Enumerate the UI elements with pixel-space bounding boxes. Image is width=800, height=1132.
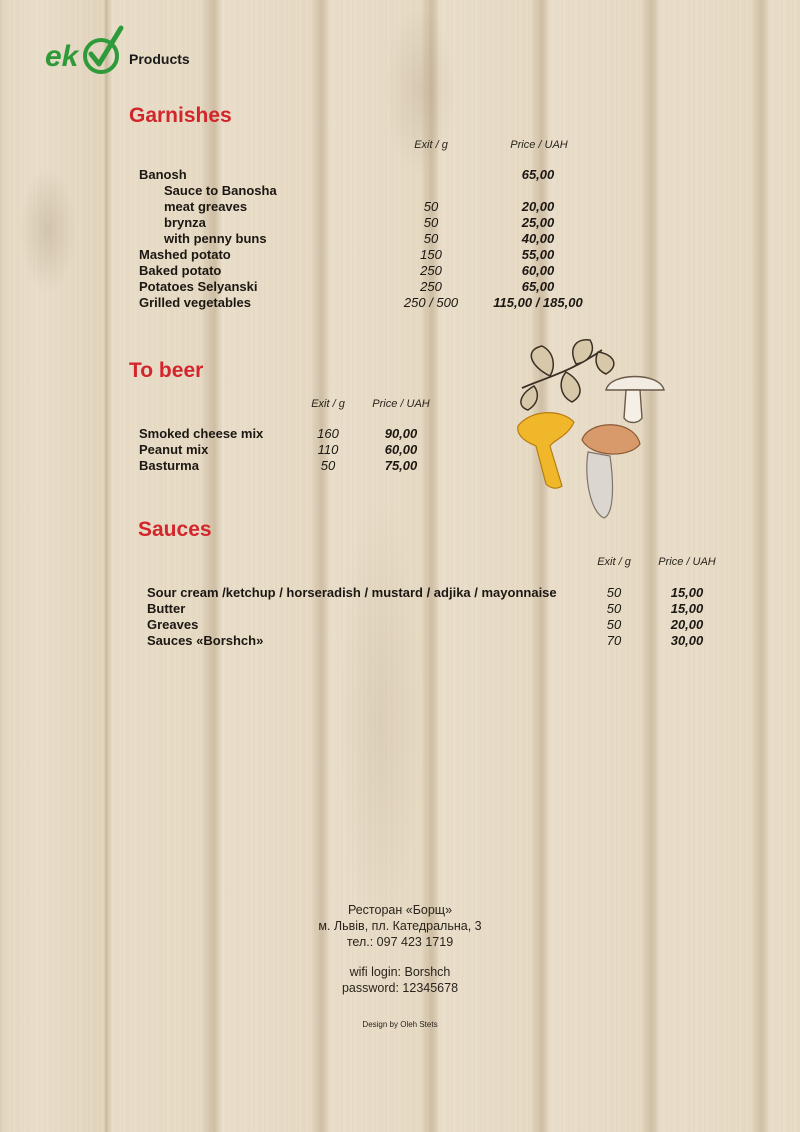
item-exit: 50 [606, 585, 622, 600]
item-name: Grilled vegetables [139, 295, 251, 310]
design-credit: Design by Oleh Stets [362, 1020, 438, 1029]
item-price: 65,00 [521, 167, 555, 182]
menu-row [139, 199, 599, 215]
item-exit: 50 [423, 231, 439, 246]
item-price: 15,00 [670, 601, 704, 616]
page-title: Products [129, 51, 190, 67]
item-exit: 160 [317, 426, 339, 441]
item-name: with penny buns [164, 231, 267, 246]
item-name: brynza [164, 215, 206, 230]
item-name: meat greaves [164, 199, 248, 214]
item-name: Banosh [139, 167, 187, 182]
wifi-password: password: 12345678 [341, 981, 459, 995]
section-title-to-beer: To beer [129, 359, 204, 382]
item-price: 20,00 [670, 617, 704, 632]
menu-row [147, 617, 737, 633]
item-price: 60,00 [384, 442, 418, 457]
section-title-sauces: Sauces [138, 518, 212, 541]
item-exit: 110 [317, 442, 339, 457]
item-name: Butter [147, 601, 186, 616]
item-price: 40,00 [521, 231, 555, 246]
item-exit: 50 [606, 601, 622, 616]
menu-row [147, 585, 737, 601]
item-exit: 50 [423, 215, 439, 230]
menu-row [139, 263, 599, 279]
restaurant-address: м. Львів, пл. Катедральна, 3 [318, 919, 482, 933]
item-exit: 50 [423, 199, 439, 214]
item-price: 60,00 [521, 263, 555, 278]
svg-text:ek: ek [45, 40, 79, 73]
herb-mushroom-illustration [510, 336, 680, 526]
menu-row [139, 279, 599, 295]
item-price: 15,00 [670, 585, 704, 600]
menu-row [139, 247, 599, 263]
to-beer-exit-header: Exit / g [311, 398, 345, 410]
garnishes-price-header: Price / UAH [510, 139, 568, 151]
item-name: Potatoes Selyanski [139, 279, 258, 294]
garnishes-exit-header: Exit / g [414, 139, 448, 151]
item-price: 75,00 [384, 458, 418, 473]
restaurant-phone: тел.: 097 423 1719 [346, 935, 454, 949]
item-price: 90,00 [384, 426, 418, 441]
item-price: 65,00 [521, 279, 555, 294]
section-title-garnishes: Garnishes [129, 104, 232, 127]
menu-row [139, 458, 439, 474]
item-price: 30,00 [670, 633, 704, 648]
menu-row [147, 601, 737, 617]
item-exit: 250 / 500 [403, 295, 459, 310]
menu-row [139, 426, 439, 442]
item-name: Baked potato [139, 263, 222, 278]
item-price: 55,00 [521, 247, 555, 262]
to-beer-price-header: Price / UAH [372, 398, 430, 410]
item-name: Sauce to Banosha [164, 183, 277, 198]
item-name: Greaves [147, 617, 199, 632]
item-price: 25,00 [521, 215, 555, 230]
item-exit: 250 [420, 263, 442, 278]
menu-row [147, 633, 737, 649]
item-exit: 250 [420, 279, 442, 294]
item-name: Sour cream /ketchup / horseradish / mustard / adjika / mayonnaise [147, 585, 557, 600]
item-exit: 150 [420, 247, 442, 262]
item-exit: 50 [320, 458, 336, 473]
sauces-exit-header: Exit / g [597, 556, 631, 568]
brand-header [45, 24, 205, 76]
item-name: Mashed potato [139, 247, 231, 262]
item-exit: 50 [606, 617, 622, 632]
menu-row [139, 215, 599, 231]
item-price: 115,00 / 185,00 [493, 295, 583, 310]
item-price: 20,00 [521, 199, 555, 214]
item-exit: 70 [606, 633, 622, 648]
item-name: Basturma [139, 458, 199, 473]
eko-check-logo [45, 24, 127, 76]
menu-row [139, 295, 599, 311]
item-name: Sauces «Borshch» [147, 633, 264, 648]
menu-row [139, 442, 439, 458]
item-name: Peanut mix [139, 442, 209, 457]
restaurant-name: Ресторан «Борщ» [347, 903, 453, 917]
menu-row [139, 183, 599, 199]
wifi-login: wifi login: Borshch [349, 965, 451, 979]
item-name: Smoked cheese mix [139, 426, 264, 441]
menu-row [139, 167, 599, 183]
menu-row [139, 231, 599, 247]
sauces-price-header: Price / UAH [658, 556, 716, 568]
footer-contact [250, 902, 550, 996]
